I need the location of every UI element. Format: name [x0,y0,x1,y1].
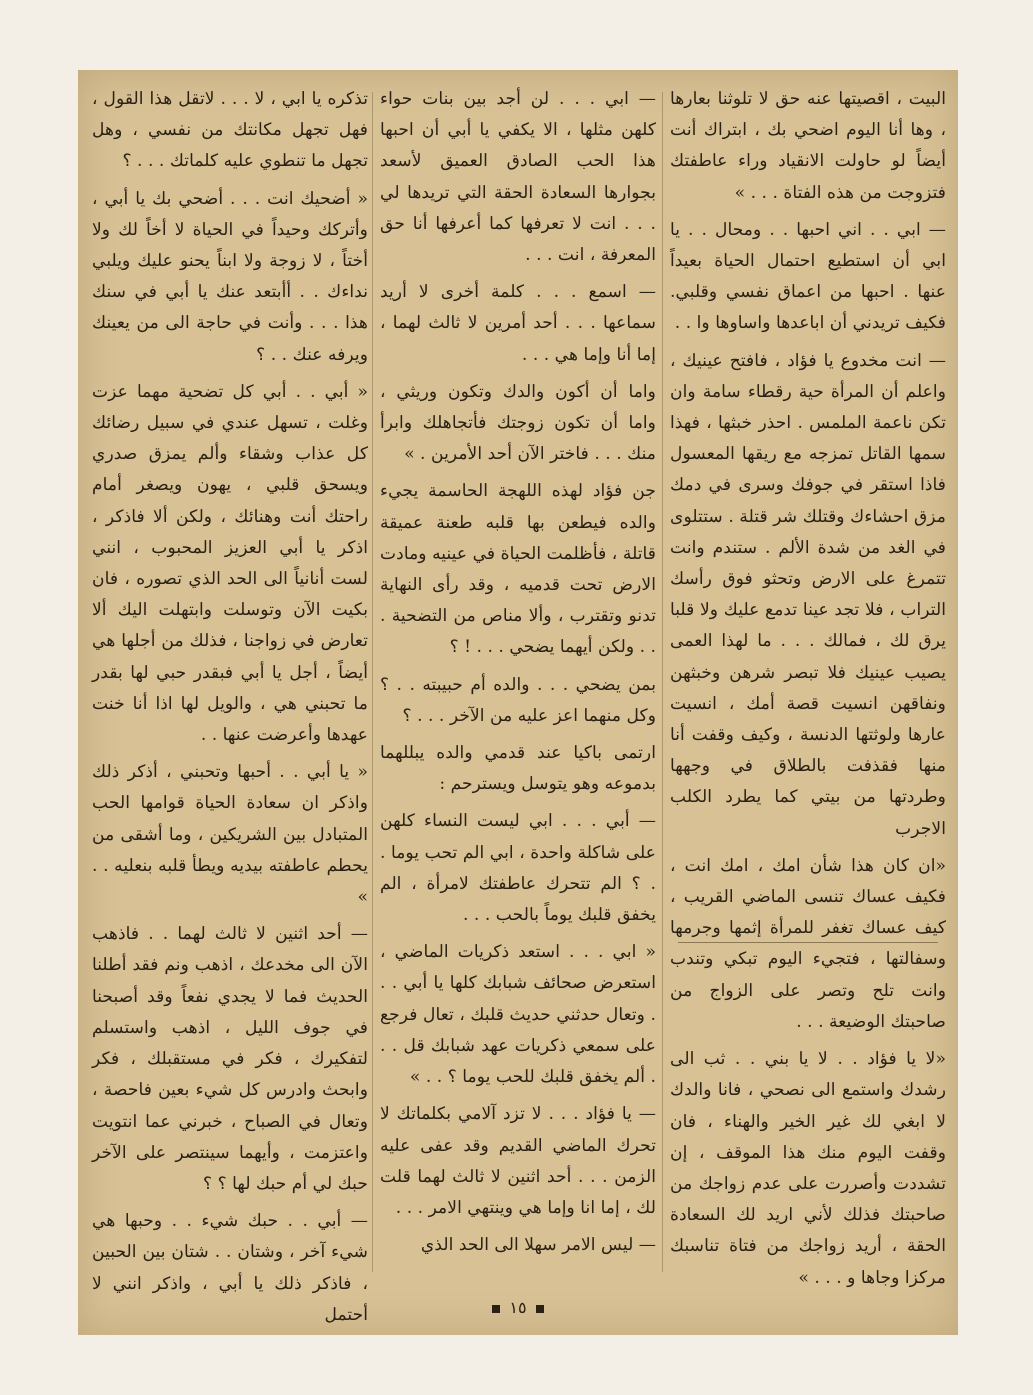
paragraph: — انت مخدوع يا فؤاد ، فافتح عينيك ، واعلم أن المرأة حية رقطاء سامة وان تكن ناعمة الملمس . احذر خبثها ، فهذا سمها القاتل تمزجه مع ريقها المعسول فاذا استقر في جوفك وسرى في دمك مزق احشاءك وقتلك شر قتلة . ستتلوى في الغد من شدة الألم . ستندم وانت تتمرغ على الارض وتحثو فوق رأسك التراب ، فلا تجد عينا تدمع عليك ولا قلبا يرق لك ، فمالك . . . ما لهذا العمى يصيب عينيك فلا تبصر شرهن وخبثهن ونفاقهن انسيت قصة أمك ، انسيت عارها ولوثتها الدنسة ، وكيف وقفت أنا منها فقذفت بالطلاق في وجهها وطردتها من بيتي كما يطرد الكلب الاجرب [670,350,946,839]
text-column-right [670,84,946,1289]
paragraph: « يا أبي . . أحبها وتحبني ، أذكر ذلك واذكر ان سعادة الحياة قوامها الحب المتبادل بين الشريكين ، وما أشقى من يحطم عاطفته بيديه ويطأ قلبه بنعليه . . » [92,762,368,908]
column-rule [372,92,373,1272]
paragraph: تذكره يا ابي ، لا . . . لاتقل هذا القول ، فهل تجهل مكانتك من نفسي ، وهل تجهل ما تنطوي عليه كلماتك . . . ؟ [92,89,368,172]
paragraph: «لا يا فؤاد . . لا يا بني . . ثب الى رشدك واستمع الى نصحي ، فانا والدك لا ابغي لك غير الخير والهناء ، فان وقفت اليوم منك هذا الموقف ، إن تشددت وأصررت على عدم زواجك من صاحبتك فذلك لأني اريد لك السعادة الحقة ، أريد زواجك من فتاة تناسبك مركزا وجاها و . . . » [670,1049,946,1288]
square-ornament-icon [492,1305,500,1313]
paragraph: بمن يضحي . . . والده أم حبيبته . . ؟ وكل منهما اعز عليه من الآخر . . . ؟ [380,674,656,726]
paragraph: واما أن أكون والدك وتكون وريثي ، واما أن تكون زوجتك فأتجاهلك وابرأ منك . . . فاختر الآن أحد الأمرين . » [380,381,656,465]
magazine-page [78,70,958,1335]
text-column-left [92,84,368,1325]
page-number-text: ١٥ [509,1298,527,1317]
page-number [78,1298,958,1317]
paragraph: ارتمى باكيا عند قدمي والده يبللهما بدموعه وهو يتوسل ويسترحم : [380,743,656,795]
column-rule [662,92,663,1272]
square-ornament-icon [536,1305,544,1313]
paragraph: — ابي . . . لن أجد بين بنات حواء كلهن مثلها ، الا يكفي يا أبي أن احبها هذا الحب الصادق العميق لأسعد بجوارها السعادة الحقة التي تريدها لي . . . انت لا تعرفها كما أعرفها أنا حق المعرفة ، انت . . . [380,89,656,266]
paragraph: — أحد اثنين لا ثالث لهما . . فاذهب الآن الى مخدعك ، اذهب ونم فقد أطلنا الحديث فما لا يجدي نفعاً وقد أصبحنا في جوف الليل ، اذهب واستسلم لتفكيرك ، فكر في مستقبلك ، فكر وابحث وادرس كل شيء بعين فاحصة ، وتعال في الصباح ، خبرني عما انتويت واعتزمت ، وأيهما سينتصر على الآخر حبك لي أم حبك لها ؟ ؟ [92,924,368,1194]
paragraph: — أبي . . حبك شيء . . وحبها هي شيء آخر ، وشتان . . شتان بين الحبين ، فاذكر ذلك يا أبي ، واذكر انني لا أحتمل [92,1211,368,1325]
paragraph: «ان كان هذا شأن امك ، امك انت ، فكيف عساك تنسى الماضي القريب ، كيف عساك تغفر للمرأة إثمها وجرمها وسفالتها ، فتجيء اليوم تبكي وتندب وانت تلح وتصر على الزواج من صاحبتك الوضيعة . . . [670,855,946,1032]
paragraph: البيت ، اقصيتها عنه حق لا تلوثنا بعارها ، وها أنا اليوم اضحي بك ، ابتراك أنت أيضاً لو حاولت الانقياد وراء عاطفتك فتزوجت من هذه الفتاة . . . » [670,89,946,203]
paragraph: — ابي . . اني احبها . . ومحال . . يا ابي أن استطيع احتمال الحياة بعيداً عنها . احبها من اعماق نفسي وقلبي. فكيف تريدني أن اباعدها واساوها وا . . [670,219,946,334]
paragraph: — اسمع . . . كلمة أخرى لا أريد سماعها . . . أحد أمرين لا ثالث لهما ، إما أنا وإما هي . . . [380,282,656,365]
paragraph: « أضحيك انت . . . أضحي بك يا أبي ، وأتركك وحيداً في الحياة لا أخاً لك ولا أختاً ، لا زوجة ولا ابناً يحنو عليك ويلبي نداءك . . أأبتعد عنك يا أبي في سنك هذا . . . وأنت في حاجة الى من يعينك ويرفه عنك . . ؟ [92,188,368,365]
paragraph: « أبي . . أبي كل تضحية مهما عزت وغلت ، تسهل عندي في سبيل رضائك كل عذاب وشقاء وألم يمزق صدري ويسحق قلبي ، يهون ويصغر أمام راحتك أنت وهنائك ، ولكن ألا فاذكر ، اذكر يا أبي العزيز المحبوب ، انني لست أنانياً الى الحد الذي تصوره ، فان بكيت الآن وتوسلت وابتهلت اليك ألا تعارض في زواجنا ، فذلك من أجلها هي أيضاً ، أجل يا أبي فبقدر حبي لها بقدر ما تحبني هي ، والويل لها اذا أنا خنت عهدها وأعرضت عنها . . [92,381,368,746]
paragraph: « ابي . . . استعد ذكريات الماضي ، استعرض صحائف شبابك كلها يا أبي . . . وتعال حدثني حديث قلبك ، تعال فرجع على سمعي ذكريات عهد شبابك قل . . . ألم يخفق قلبك للحب يوما ؟ . . » [380,942,656,1088]
paragraph: — يا فؤاد . . . لا تزد آلامي بكلماتك لا تحرك الماضي القديم وقد عفى عليه الزمن . . . أحد اثنين لا ثالث لهما قلت لك ، إما انا وإما هي وينتهي الامر . . . [380,1104,656,1218]
paragraph: — ليس الامر سهلا الى الحد الذي [420,1235,656,1256]
paragraph: جن فؤاد لهذه اللهجة الحاسمة يجيء والده فيطعن بها قلبه طعنة عميقة قاتلة ، فأظلمت الحياة في عينيه ومادت الارض تحت قدميه ، وقد رأى النهاية تدنو وتقترب ، وألا مناص من التضحية . . . ولكن أيهما يضحي . . . ! ؟ [380,481,656,658]
text-column-middle [380,84,656,1289]
paragraph: — أبي . . . ابي ليست النساء كلهن على شاكلة واحدة ، ابي الم تحب يوما . . ؟ الم تتحرك عاطفتك لامرأة ، الم يخفق قلبك يوماً بالحب . . . [380,811,656,926]
